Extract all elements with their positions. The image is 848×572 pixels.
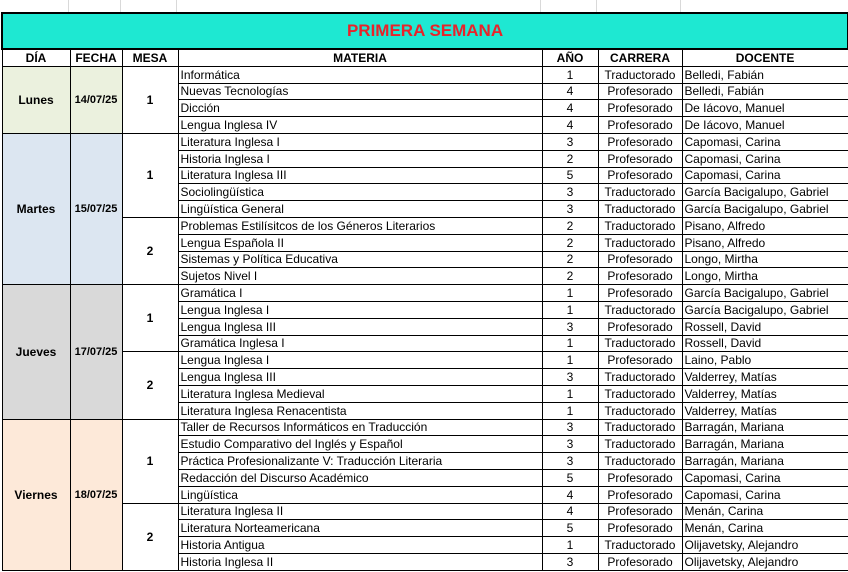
materia-cell[interactable]: Lengua Inglesa IV	[178, 117, 542, 134]
materia-cell[interactable]: Literatura Inglesa II	[178, 503, 542, 520]
anio-cell[interactable]: 3	[542, 453, 598, 470]
anio-cell[interactable]: 5	[542, 167, 598, 184]
carrera-cell[interactable]: Traductorado	[598, 419, 682, 436]
carrera-cell[interactable]: Profesorado	[598, 520, 682, 537]
date-cell[interactable]: 14/07/25	[70, 66, 122, 133]
carrera-cell[interactable]: Profesorado	[598, 83, 682, 100]
anio-cell[interactable]: 3	[542, 318, 598, 335]
anio-cell[interactable]: 1	[542, 402, 598, 419]
header-row	[2, 49, 848, 66]
materia-cell[interactable]: Historia Inglesa II	[178, 553, 542, 570]
table-row	[2, 285, 848, 302]
carrera-cell[interactable]: Profesorado	[598, 318, 682, 335]
anio-cell[interactable]: 3	[542, 436, 598, 453]
materia-cell[interactable]: Taller de Recursos Informáticos en Traducción	[178, 419, 542, 436]
carrera-cell[interactable]: Traductorado	[598, 436, 682, 453]
date-cell[interactable]: 18/07/25	[70, 419, 122, 570]
docente-cell[interactable]: Barragán, Mariana	[682, 419, 848, 436]
anio-cell[interactable]: 3	[542, 553, 598, 570]
carrera-cell[interactable]: Traductorado	[598, 453, 682, 470]
materia-cell[interactable]: Literatura Norteamericana	[178, 520, 542, 537]
carrera-cell[interactable]: Profesorado	[598, 167, 682, 184]
carrera-cell[interactable]: Profesorado	[598, 133, 682, 150]
mesa-cell[interactable]: 1	[122, 285, 178, 352]
materia-cell[interactable]: Lengua Inglesa III	[178, 369, 542, 386]
anio-cell[interactable]: 4	[542, 503, 598, 520]
docente-cell[interactable]: Barragán, Mariana	[682, 436, 848, 453]
carrera-cell[interactable]: Traductorado	[598, 184, 682, 201]
docente-cell[interactable]: Valderrey, Matías	[682, 402, 848, 419]
materia-cell[interactable]: Sociolingüística	[178, 184, 542, 201]
anio-cell[interactable]: 1	[542, 285, 598, 302]
anio-cell[interactable]: 4	[542, 83, 598, 100]
docente-cell[interactable]: Capomasi, Carina	[682, 150, 848, 167]
materia-cell[interactable]: Lengua Inglesa III	[178, 318, 542, 335]
materia-cell[interactable]: Sistemas y Política Educativa	[178, 251, 542, 268]
materia-cell[interactable]: Literatura Inglesa Renacentista	[178, 402, 542, 419]
materia-cell[interactable]: Literatura Inglesa I	[178, 133, 542, 150]
carrera-cell[interactable]: Traductorado	[598, 201, 682, 218]
docente-cell[interactable]: García Bacigalupo, Gabriel	[682, 201, 848, 218]
materia-cell[interactable]: Redacción del Discurso Académico	[178, 469, 542, 486]
mesa-cell[interactable]: 2	[122, 352, 178, 419]
anio-cell[interactable]: 3	[542, 369, 598, 386]
anio-cell[interactable]: 2	[542, 217, 598, 234]
date-cell[interactable]: 17/07/25	[70, 285, 122, 419]
docente-cell[interactable]: Menán, Carina	[682, 503, 848, 520]
anio-cell[interactable]: 1	[542, 335, 598, 352]
carrera-cell[interactable]: Traductorado	[598, 537, 682, 554]
carrera-cell[interactable]: Profesorado	[598, 251, 682, 268]
materia-cell[interactable]: Nuevas Tecnologías	[178, 83, 542, 100]
docente-cell[interactable]: Pisano, Alfredo	[682, 234, 848, 251]
materia-cell[interactable]: Lengua Inglesa I	[178, 352, 542, 369]
anio-cell[interactable]: 5	[542, 520, 598, 537]
carrera-cell[interactable]: Profesorado	[598, 100, 682, 117]
materia-cell[interactable]: Gramática I	[178, 285, 542, 302]
materia-cell[interactable]: Lengua Española II	[178, 234, 542, 251]
docente-cell[interactable]: Belledi, Fabián	[682, 66, 848, 83]
anio-cell[interactable]: 2	[542, 268, 598, 285]
anio-cell[interactable]: 3	[542, 419, 598, 436]
schedule-table	[1, 12, 848, 571]
materia-cell[interactable]: Problemas Estilísitcos de los Géneros Literarios	[178, 217, 542, 234]
header-mesa[interactable]: MESA	[122, 49, 178, 66]
date-cell[interactable]: 15/07/25	[70, 133, 122, 284]
header-carrera[interactable]: CARRERA	[598, 49, 682, 66]
day-cell[interactable]: Viernes	[2, 419, 70, 570]
table-row	[2, 217, 848, 234]
docente-cell[interactable]: Longo, Mirtha	[682, 268, 848, 285]
materia-cell[interactable]: Literatura Inglesa Medieval	[178, 385, 542, 402]
day-cell[interactable]: Martes	[2, 133, 70, 284]
docente-cell[interactable]: García Bacigalupo, Gabriel	[682, 301, 848, 318]
materia-cell[interactable]: Historia Inglesa I	[178, 150, 542, 167]
docente-cell[interactable]: Laino, Pablo	[682, 352, 848, 369]
materia-cell[interactable]: Lingüística	[178, 486, 542, 503]
docente-cell[interactable]: Capomasi, Carina	[682, 167, 848, 184]
carrera-cell[interactable]: Profesorado	[598, 352, 682, 369]
header-materia[interactable]: MATERIA	[178, 49, 542, 66]
anio-cell[interactable]: 3	[542, 201, 598, 218]
docente-cell[interactable]: Longo, Mirtha	[682, 251, 848, 268]
anio-cell[interactable]: 4	[542, 100, 598, 117]
materia-cell[interactable]: Informática	[178, 66, 542, 83]
docente-cell[interactable]: Capomasi, Carina	[682, 486, 848, 503]
docente-cell[interactable]: Valderrey, Matías	[682, 369, 848, 386]
anio-cell[interactable]: 2	[542, 251, 598, 268]
docente-cell[interactable]: Menán, Carina	[682, 520, 848, 537]
anio-cell[interactable]: 4	[542, 486, 598, 503]
table-row	[2, 133, 848, 150]
materia-cell[interactable]: Dicción	[178, 100, 542, 117]
docente-cell[interactable]: Rossell, David	[682, 318, 848, 335]
carrera-cell[interactable]: Profesorado	[598, 486, 682, 503]
carrera-cell[interactable]: Traductorado	[598, 217, 682, 234]
docente-cell[interactable]: De Iácovo, Manuel	[682, 117, 848, 134]
anio-cell[interactable]: 1	[542, 301, 598, 318]
carrera-cell[interactable]: Profesorado	[598, 117, 682, 134]
sheet-title[interactable]: PRIMERA SEMANA	[2, 13, 848, 49]
carrera-cell[interactable]: Traductorado	[598, 402, 682, 419]
table-row	[2, 419, 848, 436]
carrera-cell[interactable]: Traductorado	[598, 335, 682, 352]
carrera-cell[interactable]: Profesorado	[598, 469, 682, 486]
carrera-cell[interactable]: Traductorado	[598, 234, 682, 251]
carrera-cell[interactable]: Traductorado	[598, 66, 682, 83]
docente-cell[interactable]: Belledi, Fabián	[682, 83, 848, 100]
anio-cell[interactable]: 5	[542, 469, 598, 486]
mesa-cell[interactable]: 1	[122, 133, 178, 217]
table-row	[2, 503, 848, 520]
table-row	[2, 352, 848, 369]
anio-cell[interactable]: 3	[542, 133, 598, 150]
schedule-body	[2, 66, 848, 570]
materia-cell[interactable]: Literatura Inglesa III	[178, 167, 542, 184]
anio-cell[interactable]: 2	[542, 150, 598, 167]
mesa-cell[interactable]: 1	[122, 66, 178, 133]
carrera-cell[interactable]: Profesorado	[598, 503, 682, 520]
docente-cell[interactable]: García Bacigalupo, Gabriel	[682, 285, 848, 302]
docente-cell[interactable]: Barragán, Mariana	[682, 453, 848, 470]
docente-cell[interactable]: Olijavetsky, Alejandro	[682, 553, 848, 570]
carrera-cell[interactable]: Traductorado	[598, 385, 682, 402]
materia-cell[interactable]: Práctica Profesionalizante V: Traducción Literaria	[178, 453, 542, 470]
carrera-cell[interactable]: Traductorado	[598, 301, 682, 318]
docente-cell[interactable]: Capomasi, Carina	[682, 133, 848, 150]
docente-cell[interactable]: De Iácovo, Manuel	[682, 100, 848, 117]
carrera-cell[interactable]: Traductorado	[598, 369, 682, 386]
materia-cell[interactable]: Lengua Inglesa I	[178, 301, 542, 318]
materia-cell[interactable]: Historia Antigua	[178, 537, 542, 554]
materia-cell[interactable]: Lingüística General	[178, 201, 542, 218]
anio-cell[interactable]: 4	[542, 117, 598, 134]
anio-cell[interactable]: 1	[542, 66, 598, 83]
docente-cell[interactable]: García Bacigalupo, Gabriel	[682, 184, 848, 201]
carrera-cell[interactable]: Profesorado	[598, 285, 682, 302]
carrera-cell[interactable]: Profesorado	[598, 553, 682, 570]
materia-cell[interactable]: Estudio Comparativo del Inglés y Español	[178, 436, 542, 453]
docente-cell[interactable]: Pisano, Alfredo	[682, 217, 848, 234]
day-cell[interactable]: Jueves	[2, 285, 70, 419]
mesa-cell[interactable]: 1	[122, 419, 178, 503]
carrera-cell[interactable]: Profesorado	[598, 150, 682, 167]
grid-header-strip	[0, 0, 848, 12]
mesa-cell[interactable]: 2	[122, 503, 178, 570]
table-row	[2, 66, 848, 83]
header-fecha[interactable]: FECHA	[70, 49, 122, 66]
docente-cell[interactable]: Olijavetsky, Alejandro	[682, 537, 848, 554]
anio-cell[interactable]: 1	[542, 385, 598, 402]
carrera-cell[interactable]: Profesorado	[598, 268, 682, 285]
docente-cell[interactable]: Capomasi, Carina	[682, 469, 848, 486]
header-dia[interactable]: DÍA	[2, 49, 70, 66]
materia-cell[interactable]: Gramática Inglesa I	[178, 335, 542, 352]
header-anio[interactable]: AÑO	[542, 49, 598, 66]
anio-cell[interactable]: 2	[542, 234, 598, 251]
anio-cell[interactable]: 1	[542, 537, 598, 554]
mesa-cell[interactable]: 2	[122, 217, 178, 284]
docente-cell[interactable]: Rossell, David	[682, 335, 848, 352]
anio-cell[interactable]: 1	[542, 352, 598, 369]
day-cell[interactable]: Lunes	[2, 66, 70, 133]
docente-cell[interactable]: Valderrey, Matías	[682, 385, 848, 402]
anio-cell[interactable]: 3	[542, 184, 598, 201]
materia-cell[interactable]: Sujetos Nivel I	[178, 268, 542, 285]
header-docente[interactable]: DOCENTE	[682, 49, 848, 66]
